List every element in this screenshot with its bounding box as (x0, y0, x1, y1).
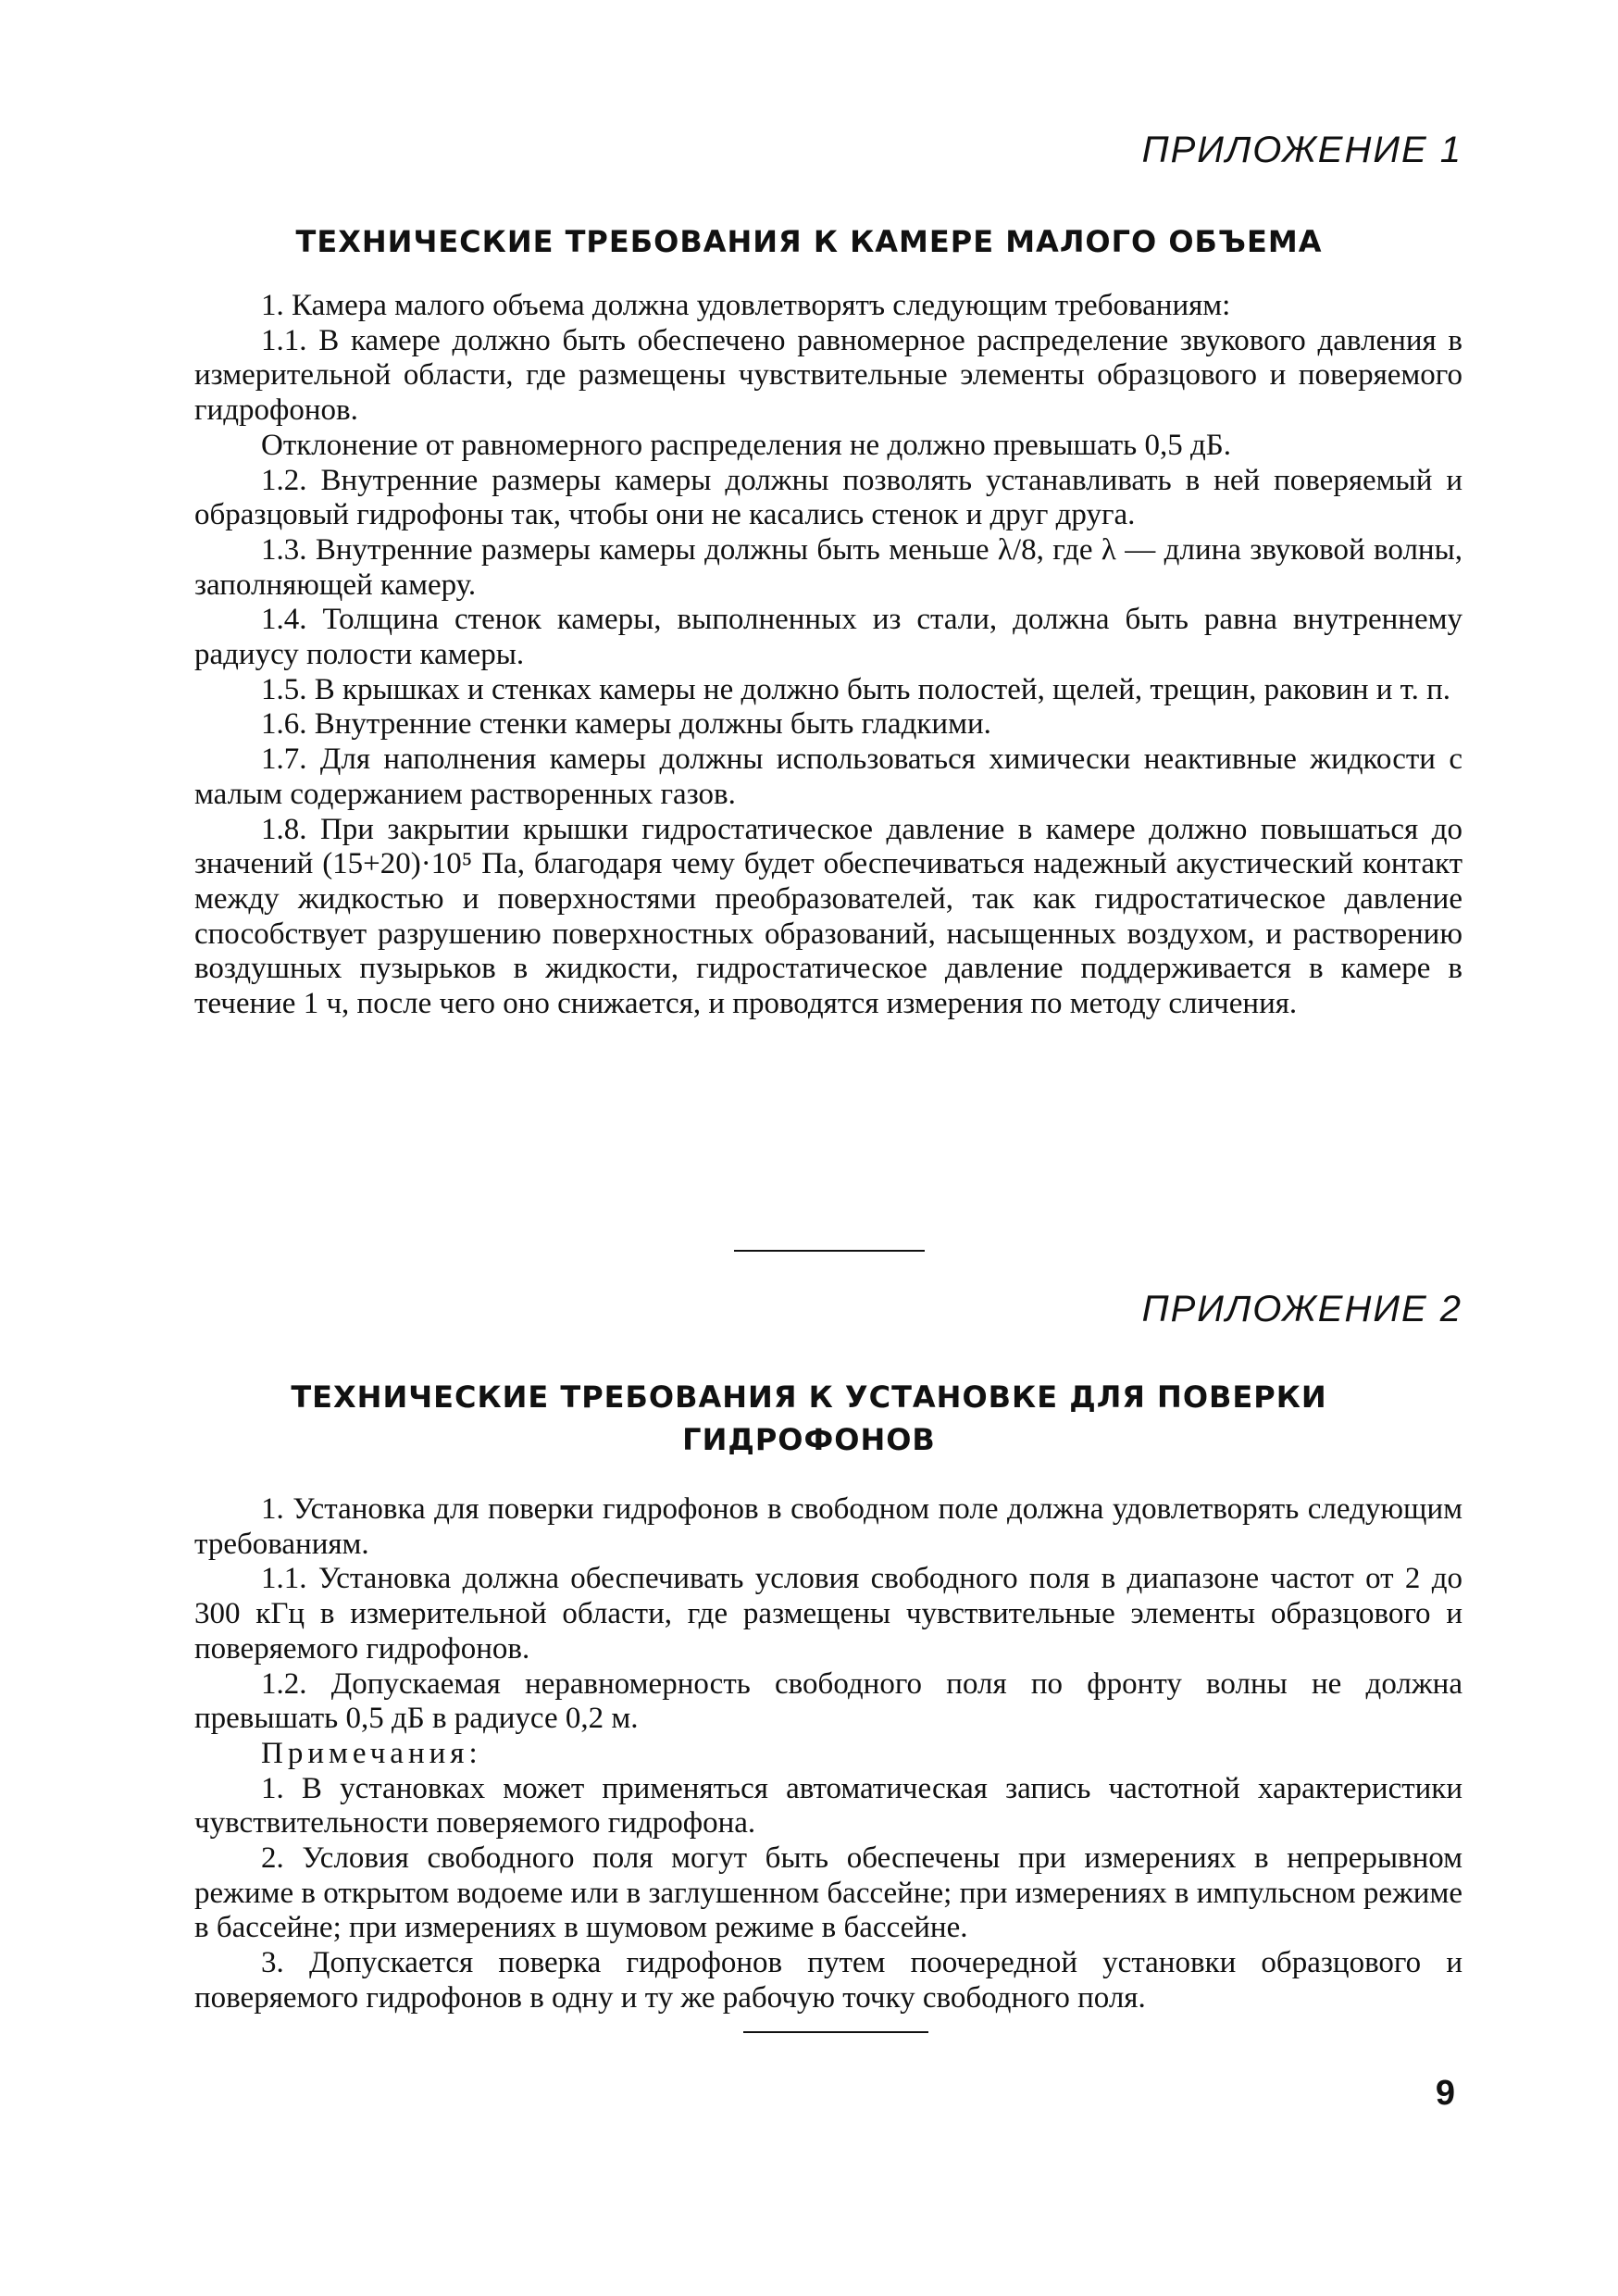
end-divider (743, 2031, 928, 2033)
appendix-2-body (194, 1492, 1462, 2016)
paragraph: 1. Установка для поверки гидрофонов в свободном поле должна удовлетворять следующим требованиям. (194, 1492, 1462, 1561)
paragraph: 1.4. Толщина стенок камеры, выполненных из стали, должна быть равна внутреннему радиусу полости камеры. (194, 603, 1462, 672)
paragraph: 1.8. При закрытии крышки гидростатическое давление в камере должно повышаться до значений (15+20)·10⁵ Па, благодаря чему будет обеспечиваться надежный акустический контакт между жидкостью и поверхностями преобразователей, так как гидростатическое давление способствует разрушению поверхностных образований, насыщенных воздухом, и растворению воздушных пузырьков в жидкости, гидростатическое давление поддерживается в камере в течение 1 ч, после чего оно снижается, и проводятся измерения по методу сличения. (194, 812, 1462, 1021)
note: 1. В установках может применяться автоматическая запись частотной характеристики чувствительности поверяемого гидрофона. (194, 1771, 1462, 1841)
paragraph: 1.5. В крышках и стенках камеры не должно быть полостей, щелей, трещин, раковин и т. п. (261, 672, 1451, 706)
appendix-2-title-line-1: ТЕХНИЧЕСКИЕ ТРЕБОВАНИЯ К УСТАНОВКЕ ДЛЯ ПОВЕРКИ (291, 1379, 1327, 1415)
note: 2. Условия свободного поля могут быть обеспечены при измерениях в непрерывном режиме в открытом водоеме или в заглушенном бассейне; при измерениях в импульсном режиме в бассейне; при измерениях в шумовом режиме в бассейне. (194, 1841, 1462, 1945)
paragraph: 1. Камера малого объема должна удовлетворятъ следующим требованиям: (261, 289, 1231, 322)
paragraph: 1.6. Внутренние стенки камеры должны быть гладкими. (261, 707, 991, 742)
appendix-1-title: ТЕХНИЧЕСКИЕ ТРЕБОВАНИЯ К КАМЕРЕ МАЛОГО ОБЪЕМА (295, 224, 1323, 259)
paragraph: Отклонение от равномерного распределения не должно превышать 0,5 дБ. (261, 428, 1231, 462)
paragraph: 1.2. Допускаемая неравномерность свободного поля по фронту волны не должна превышать 0,5 дБ в радиусе 0,2 м. (194, 1666, 1462, 1736)
appendix-1-body (194, 289, 1462, 1022)
notes-heading: Примечания: (261, 1736, 482, 1770)
paragraph: 1.3. Внутренние размеры камеры должны быть меньше λ/8, где λ — длина звуковой волны, заполняющей камеру. (194, 532, 1462, 602)
appendix-2-label: ПРИЛОЖЕНИЕ 2 (1141, 1289, 1462, 1329)
paragraph: 1.1. В камере должно быть обеспечено равномерное распределение звукового давления в измерительной области, где размещены чувствительные элементы образцового и поверяемого гидрофонов. (194, 323, 1462, 428)
appendix-1-label: ПРИЛОЖЕНИЕ 1 (1141, 130, 1462, 170)
appendix-2-title-line-2: ГИДРОФОНОВ (682, 1422, 936, 1457)
section-divider (734, 1250, 925, 1252)
paragraph: 1.7. Для наполнения камеры должны использоваться химически неактивные жидкости с малым содержанием растворенных газов. (194, 742, 1462, 811)
paragraph: 1.1. Установка должна обеспечивать условия свободного поля в диапазоне частот от 2 до 300 кГц в измерительной области, где размещены чувствительные элементы образцового и поверяемого гидрофонов. (194, 1562, 1462, 1666)
note: 3. Допускается поверка гидрофонов путем поочередной установки образцового и поверяемого гидрофонов в одну и ту же рабочую точку свободного поля. (194, 1946, 1462, 2015)
page-number: 9 (1435, 2074, 1455, 2113)
paragraph: 1.2. Внутренние размеры камеры должны позволять устанавливать в ней поверяемый и образцовый гидрофоны так, чтобы они не касались стенок и друг друга. (194, 463, 1462, 532)
